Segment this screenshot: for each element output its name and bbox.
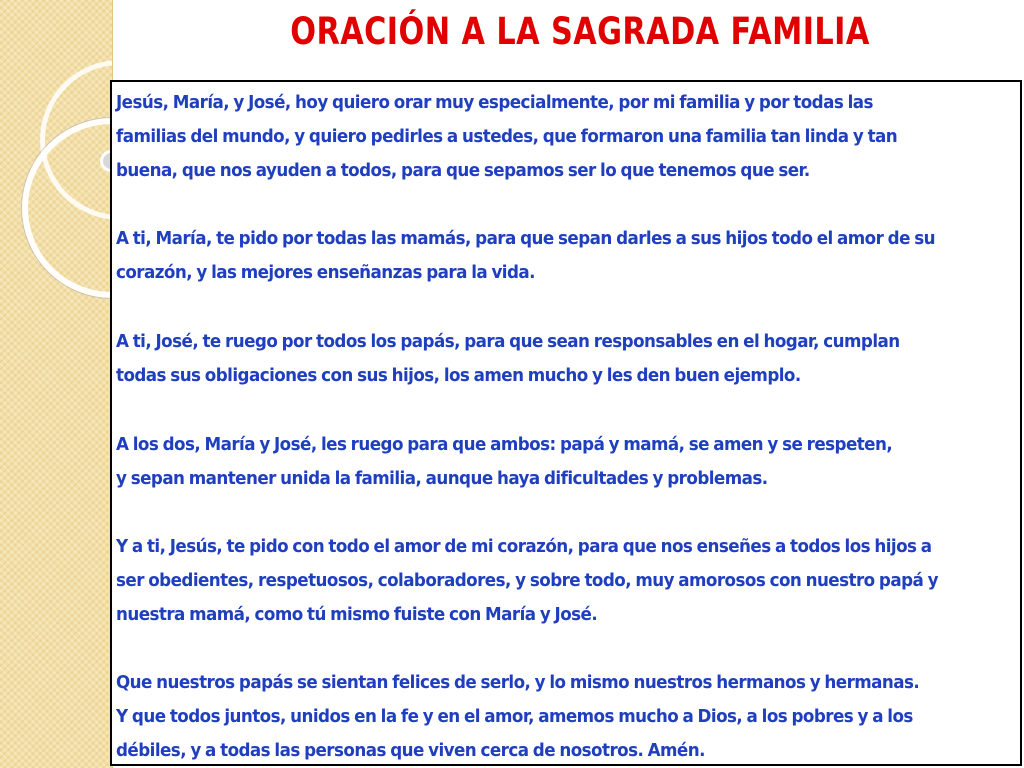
- prayer-paragraph: [112, 428, 1022, 496]
- text-line: débiles, y a todas las personas que viven cerca de nosotros. Amén.: [116, 740, 705, 761]
- text-line: Y que todos juntos, unidos en la fe y en el amor, amemos mucho a Dios, a los pobres y a los: [116, 706, 913, 727]
- text-line: A ti, María, te pido por todas las mamás, para que sepan darles a sus hijos todo el amor de su: [116, 228, 935, 249]
- prayer-paragraph: [112, 666, 1022, 766]
- text-line: Que nuestros papás se sientan felices de serlo, y lo mismo nuestros hermanos y hermanas.: [116, 672, 920, 693]
- prayer-text-box: [110, 80, 1022, 766]
- text-line: corazón, y las mejores enseñanzas para la vida.: [116, 262, 535, 283]
- text-line: buena, que nos ayuden a todos, para que sepamos ser lo que tenemos que ser.: [116, 160, 810, 181]
- text-line: familias del mundo, y quiero pedirles a ustedes, que formaron una familia tan linda y tan: [116, 126, 898, 147]
- prayer-paragraph: [112, 325, 1022, 393]
- text-line: A ti, José, te ruego por todos los papás, para que sean responsables en el hogar, cumplan: [116, 331, 900, 352]
- text-line: nuestra mamá, como tú mismo fuiste con María y José.: [116, 604, 598, 625]
- prayer-paragraph: [112, 222, 1022, 290]
- page-title: ORACIÓN A LA SAGRADA FAMILIA: [290, 10, 870, 53]
- text-line: Jesús, María, y José, hoy quiero orar muy especialmente, por mi familia y por todas las: [116, 92, 873, 113]
- text-line: y sepan mantener unida la familia, aunque haya dificultades y problemas.: [116, 468, 768, 489]
- prayer-paragraph: [112, 530, 1022, 632]
- prayer-paragraph: [112, 86, 1022, 188]
- decorative-ring: [22, 118, 113, 298]
- text-line: A los dos, María y José, les ruego para que ambos: papá y mamá, se amen y se respeten,: [116, 434, 893, 455]
- text-line: ser obedientes, respetuosos, colaboradores, y sobre todo, muy amorosos con nuestro papá y: [116, 570, 938, 591]
- text-line: todas sus obligaciones con sus hijos, los amen mucho y les den buen ejemplo.: [116, 365, 801, 386]
- text-line: Y a ti, Jesús, te pido con todo el amor de mi corazón, para que nos enseñes a todos los hijos a: [116, 536, 932, 557]
- decorative-sidebar: [0, 0, 113, 768]
